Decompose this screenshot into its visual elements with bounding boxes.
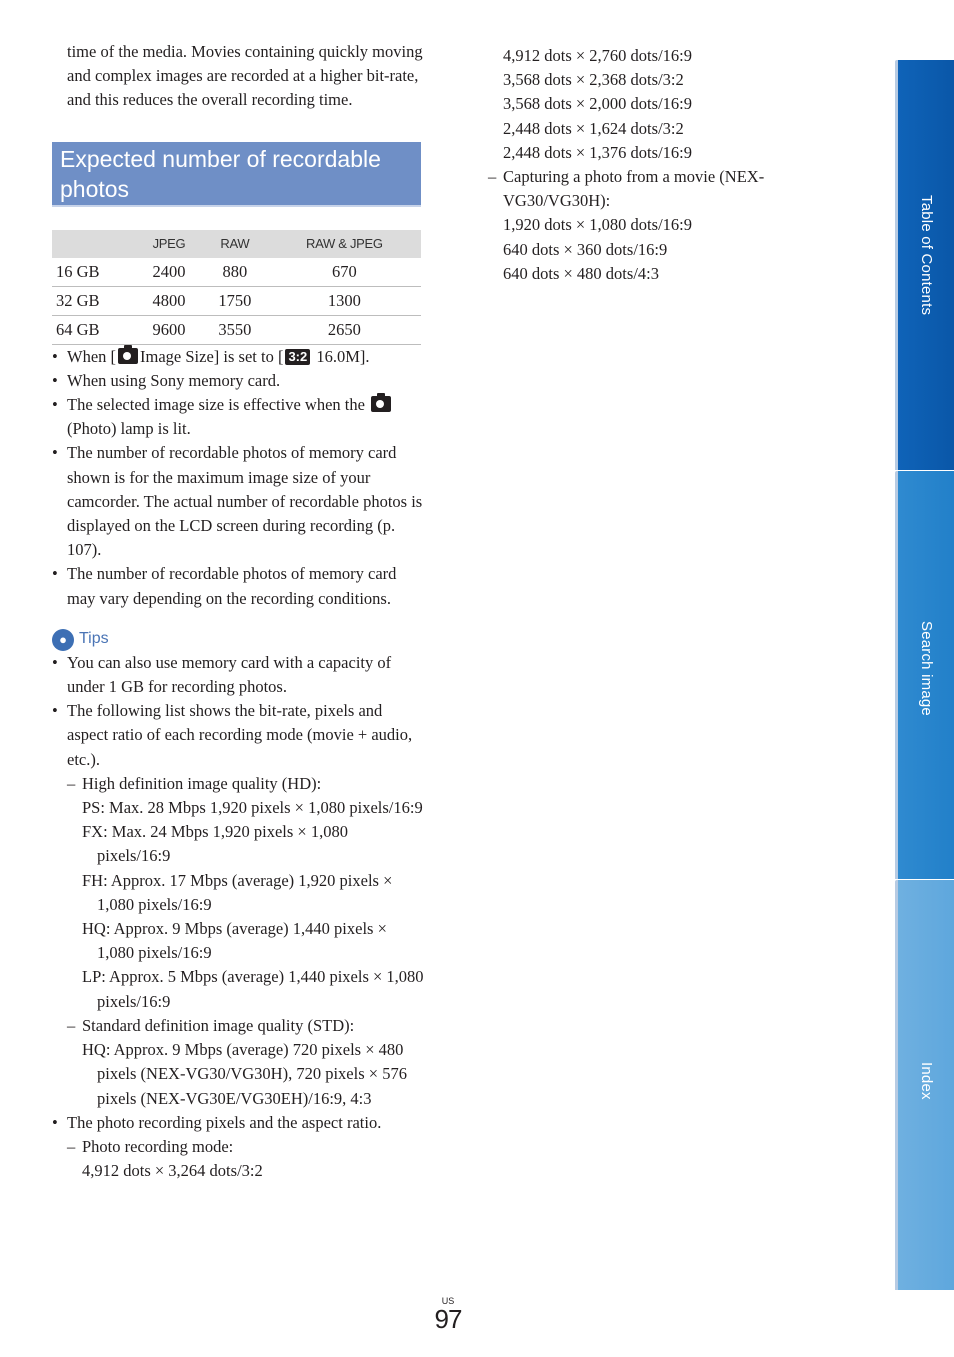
tip-text: • The photo recording pixels and the aspect ratio. (67, 1112, 382, 1132)
notes-list (52, 345, 424, 611)
table-cell: 64 GB (52, 315, 136, 344)
table-row (52, 286, 421, 315)
note-text: (Photo) lamp is lit. (67, 419, 191, 439)
list-item (52, 699, 424, 1110)
dots-entry: 4,912 dots × 2,760 dots/16:9 (503, 46, 692, 65)
table-cell: 1750 (202, 286, 268, 315)
region-label: US (441, 1296, 455, 1306)
tab-table-of-contents[interactable] (895, 60, 954, 470)
mode-entry: LP: Approx. 5 Mbps (average) 1,440 pixels × 1,080 pixels/16:9 (82, 967, 424, 1011)
photo-mode-title: – Photo recording mode: (67, 1135, 424, 1159)
dots-entry: 4,912 dots × 3,264 dots/3:2 (82, 1161, 263, 1181)
hd-title: – High definition image quality (HD): (67, 772, 424, 796)
intro-paragraph: time of the media. Movies containing quickly moving and complex images are recorded at a higher bit-rate, and this reduces the overall recording time. (67, 42, 423, 110)
dots-entry: 1,920 dots × 1,080 dots/16:9 (503, 215, 692, 235)
aspect-ratio-icon: 3:2 (285, 349, 310, 365)
table-cell: 4800 (136, 286, 202, 315)
tip-text: • The following list shows the bit-rate, pixels and aspect ratio of each recording mode (movie + audio, etc.). (67, 701, 413, 769)
table-cell: 2400 (136, 258, 202, 287)
list-item: • The number of recordable photos of memory card may vary depending on the recording conditions. (52, 562, 424, 610)
hd-modes (67, 796, 424, 1014)
tab-search-image[interactable] (895, 471, 954, 879)
tips-label: Tips (79, 629, 109, 647)
table-cell: 16 GB (52, 258, 136, 287)
mode-entry: HQ: Approx. 9 Mbps (average) 1,440 pixels × 1,080 pixels/16:9 (82, 919, 387, 963)
capture-values (488, 213, 818, 286)
recordable-photos-table (52, 230, 421, 345)
page-number-block (434, 1296, 462, 1332)
dots-entry: 2,448 dots × 1,624 dots/3:2 (503, 118, 684, 138)
mode-entry: HQ: Approx. 9 Mbps (average) 720 pixels × 480 pixels (NEX-VG30/VG30H), 720 pixels × 576 pixels (NEX-VG30E/VG30EH)/16:9, 4:3 (82, 1040, 407, 1108)
mode-entry: FX: Max. 24 Mbps 1,920 pixels × 1,080 pixels/16:9 (82, 822, 348, 866)
tab-label: Index (918, 1062, 936, 1100)
tab-label: Search image (918, 621, 936, 716)
list-item (52, 393, 424, 441)
table-cell: 9600 (136, 315, 202, 344)
photo-mode-values (67, 1159, 424, 1183)
table-cell: 880 (202, 258, 268, 287)
photo-mode-values-continued (488, 44, 818, 165)
note-text: 16.0M]. (316, 346, 370, 366)
dots-entry: 640 dots × 360 dots/16:9 (503, 239, 668, 259)
list-item: • When using Sony memory card. (52, 369, 424, 393)
table-cell: 32 GB (52, 286, 136, 315)
tips-list (52, 651, 424, 1183)
list-item (52, 345, 424, 369)
dots-entry: 3,568 dots × 2,000 dots/16:9 (503, 94, 692, 114)
list-item (52, 1111, 424, 1184)
table-row (52, 315, 421, 344)
tab-label: Table of Contents (918, 195, 936, 316)
tips-header (52, 627, 424, 651)
table-cell: 1300 (268, 286, 421, 315)
note-text: When [ (67, 346, 117, 366)
table-header-row (52, 230, 421, 258)
page-number: 97 (434, 1304, 462, 1334)
note-text: Image Size] is set to [ (140, 346, 284, 366)
std-title: – Standard definition image quality (STD): (67, 1014, 424, 1038)
table-row (52, 258, 421, 287)
list-item: • You can also use memory card with a capacity of under 1 GB for recording photos. (52, 651, 424, 699)
right-column (488, 44, 818, 286)
left-column (52, 40, 424, 1183)
dots-entry: 640 dots × 480 dots/4:3 (503, 263, 659, 283)
table-cell: 3550 (202, 315, 268, 344)
camera-icon (118, 348, 138, 364)
capture-title: – Capturing a photo from a movie (NEX-VG30/VG30H): (488, 165, 818, 213)
table-header-cell: JPEG (136, 230, 202, 258)
mode-entry: PS: Max. 28 Mbps 1,920 pixels × 1,080 pixels/16:9 (82, 798, 423, 818)
lightbulb-icon: ● (52, 629, 74, 651)
dots-entry: 2,448 dots × 1,376 dots/16:9 (503, 142, 692, 162)
std-modes (67, 1038, 424, 1111)
section-heading: Expected number of recordable photos (52, 142, 421, 207)
table-cell: 2650 (268, 315, 421, 344)
table-header-cell: RAW (202, 230, 268, 258)
table-header-cell (52, 230, 136, 258)
camera-icon (371, 396, 391, 412)
table-header-cell: RAW & JPEG (268, 230, 421, 258)
dots-entry: 3,568 dots × 2,368 dots/3:2 (503, 70, 684, 90)
table-cell: 670 (268, 258, 421, 287)
mode-entry: FH: Approx. 17 Mbps (average) 1,920 pixels × 1,080 pixels/16:9 (82, 870, 393, 914)
tab-index[interactable] (895, 880, 954, 1290)
list-item: • The number of recordable photos of memory card shown is for the maximum image size of your camcorder. The actual number of recordable photos is displayed on the LCD screen during recording (p. 107). (52, 441, 424, 562)
note-text: The selected image size is effective when the (67, 395, 365, 415)
